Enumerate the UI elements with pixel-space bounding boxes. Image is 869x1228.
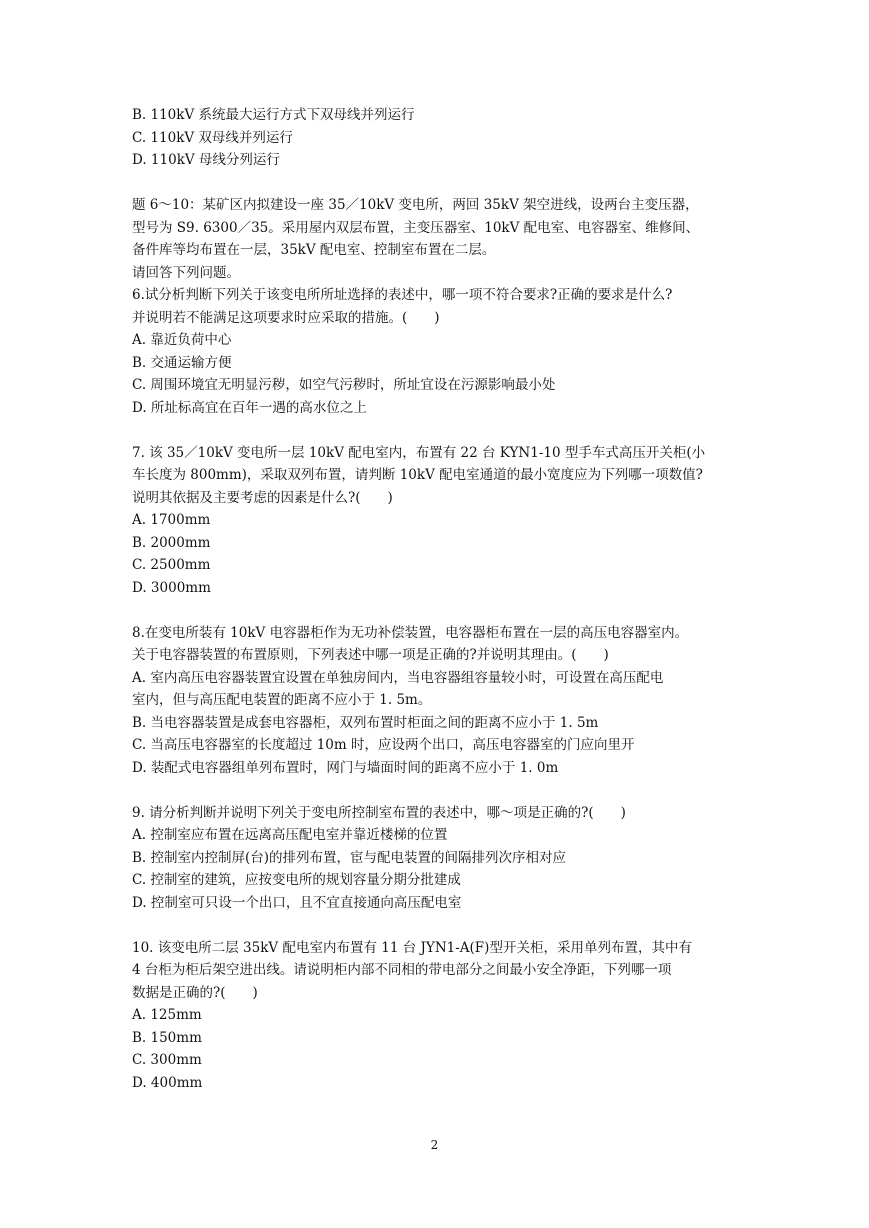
page-content — [132, 104, 772, 1094]
text-line: C. 控制室的建筑，应按变电所的规划容量分期分批建成 — [132, 872, 461, 888]
text-line: 关于电容器装置的布置原则，下列表述中哪一项是正确的?并说明其理由。( ) — [132, 647, 609, 663]
text-line: B. 2000mm — [132, 534, 211, 551]
text-line: B. 110kV 系统最大运行方式下双母线并列运行 — [132, 107, 415, 123]
text-block — [132, 622, 772, 780]
text-line: 室内，但与高压配电装置的距离不应小于 1. 5m。 — [132, 692, 432, 708]
text-block — [132, 194, 772, 419]
text-line: 题 6～10：某矿区内拟建设一座 35／10kV 变电所，两回 35kV 架空进线，设两台主变压器， — [132, 197, 699, 213]
text-line: 型号为 S9. 6300／35。采用屋内双层布置，主变压器室、10kV 配电室、电容器室、维修间、 — [132, 219, 700, 236]
text-line: A. 125mm — [132, 1007, 202, 1023]
text-line: 并说明若不能满足这项要求时应采取的措施。( ) — [132, 309, 440, 326]
text-line: 7. 该 35／10kV 变电所一层 10kV 配电室内，布置有 22 台 KYN1-10 型手车式高压开关柜(小 — [132, 444, 706, 461]
text-block — [132, 104, 772, 172]
paragraph-gap — [132, 172, 772, 195]
paragraph-gap — [132, 779, 772, 802]
text-line: 8.在变电所装有 10kV 电容器柜作为无功补偿装置，电容器柜布置在一层的高压电容器室内。 — [132, 624, 689, 641]
text-line: 说明其依据及主要考虑的因素是什么?( ) — [132, 489, 393, 506]
text-block — [132, 442, 772, 600]
page-number: 2 — [430, 1138, 439, 1152]
text-line: 6.试分析判断下列关于该变电所所址选择的表述中，哪一项不符合要求?正确的要求是什么? — [132, 287, 673, 303]
text-line: D. 所址标高宜在百年一遇的高水位之上 — [132, 399, 367, 416]
paragraph-gap — [132, 599, 772, 622]
text-line: B. 当电容器装置是成套电容器柜，双列布置时柜面之间的距离不应小于 1. 5m — [132, 714, 599, 731]
text-line: C. 周围环境宜无明显污秽，如空气污秽时，所址宜设在污源影响最小处 — [132, 377, 556, 393]
text-line: A. 室内高压电容器装置宜设置在单独房间内，当电容器组容量较小时，可设置在高压配电 — [132, 669, 664, 686]
paragraph-gap — [132, 419, 772, 442]
text-line: 10. 该变电所二层 35kV 配电室内布置有 11 台 JYN1-A(F)型开关柜，采用单列布置，其中有 — [132, 939, 692, 956]
text-line: C. 110kV 双母线并列运行 — [132, 129, 293, 146]
text-line: A. 1700mm — [132, 512, 211, 528]
paragraph-gap — [132, 914, 772, 937]
text-line: C. 300mm — [132, 1052, 202, 1068]
text-line: A. 靠近负荷中心 — [132, 332, 232, 348]
text-line: D. 3000mm — [132, 579, 211, 596]
text-line: D. 控制室可只设一个出口，且不宜直接通向高压配电室 — [132, 894, 462, 911]
text-line: D. 装配式电容器组单列布置时，网门与墙面时间的距离不应小于 1. 0m — [132, 759, 559, 776]
text-line: D. 110kV 母线分列运行 — [132, 152, 280, 168]
text-line: 4 台柜为柜后架空进出线。请说明柜内部不同相的带电部分之间最小安全净距，下列哪一项 — [132, 962, 672, 978]
text-block — [132, 802, 772, 915]
text-line: 请回答下列问题。 — [132, 264, 240, 281]
text-line: C. 当高压电容器室的长度超过 10m 时，应设两个出口，高压电容器室的门应向里开 — [132, 737, 635, 753]
text-line: 数据是正确的?( ) — [132, 984, 258, 1001]
text-block — [132, 937, 772, 1095]
text-line: D. 400mm — [132, 1074, 203, 1091]
text-line: 车长度为 800mm)，采取双列布置，请判断 10kV 配电室通道的最小宽度应为下列哪一项数值? — [132, 467, 703, 483]
text-line: 9. 请分析判断并说明下列关于变电所控制室布置的表述中，哪～项是正确的?( ) — [132, 804, 626, 821]
text-line: A. 控制室应布置在远离高压配电室并靠近楼梯的位置 — [132, 827, 448, 843]
text-line: C. 2500mm — [132, 557, 211, 573]
text-line: B. 150mm — [132, 1029, 202, 1046]
text-line: 备件库等均布置在一层，35kV 配电室、控制室布置在二层。 — [132, 242, 496, 258]
text-line: B. 控制室内控制屏(台)的排列布置，宦与配电装置的间隔排列次序相对应 — [132, 849, 567, 866]
text-line: B. 交通运输方便 — [132, 354, 232, 371]
